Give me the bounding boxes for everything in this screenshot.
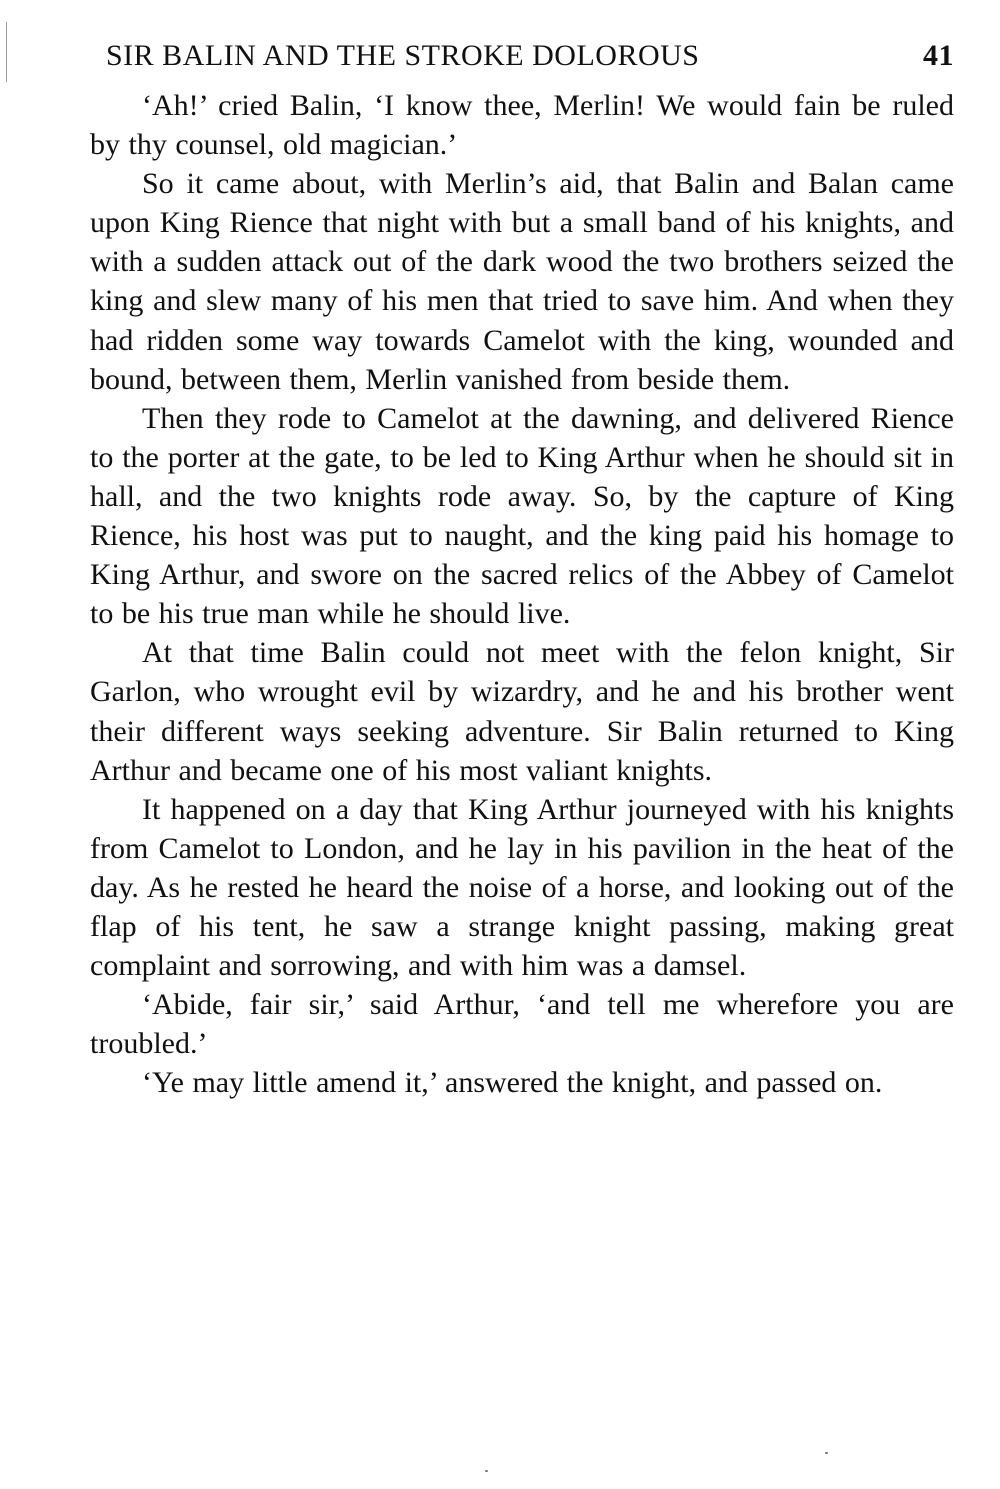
scan-speck (485, 1470, 488, 1472)
body-text (90, 86, 954, 1102)
paragraph-capture-of-rience: So it came about, with Merlin’s aid, that Balin and Balan came upon King Rience that night with but a small band of his knights, and with a sudden attack out of the dark wood the two brothers seized the king and slew many of his men that tried to save him. And when they had ridden some way towards Camelot with the king, wounded and bound, between them, Merlin vanished from beside them. (90, 167, 954, 396)
paragraph-ride-to-camelot: Then they rode to Camelot at the dawning, and delivered Rience to the porter at the gate, to be led to King Arthur when he should sit in hall, and the two knights rode away. So, by the capture of King Rience, his host was put to naught, and the king paid his homage to King Arthur, and swore on the sacred relics of the Abbey of Camelot to be his true man while he should live. (90, 401, 954, 631)
paragraph-knight-answers: ‘Ye may little amend it,’ answered the knight, and passed on. (142, 1066, 883, 1100)
paragraph-arthur-asks: ‘Abide, fair sir,’ said Arthur, ‘and tell me wherefore you are troubled.’ (90, 988, 954, 1061)
page-number: 41 (923, 39, 954, 72)
paragraph-merlin-greeting: ‘Ah!’ cried Balin, ‘I know thee, Merlin! We would fain be ruled by thy counsel, old magician.’ (90, 89, 954, 162)
scan-edge-mark (6, 22, 7, 82)
paragraph-strange-knight: It happened on a day that King Arthur journeyed with his knights from Camelot to London, and he lay in his pavilion in the heat of the day. As he rested he heard the noise of a horse, and looking out of the flap of his tent, he saw a strange knight passing, making great complaint and sorrowing, and with him was a damsel. (90, 792, 954, 983)
paragraph-sir-garlon: At that time Balin could not meet with the felon knight, Sir Garlon, who wrought evil by wizardry, and he and his brother went their different ways seeking adventure. Sir Balin returned to King Arthur and became one of his most valiant knights. (90, 636, 954, 787)
running-head (106, 30, 954, 82)
book-page (90, 30, 954, 1102)
running-title: SIR BALIN AND THE STROKE DOLOROUS (106, 39, 700, 72)
scan-speck (825, 1452, 828, 1454)
